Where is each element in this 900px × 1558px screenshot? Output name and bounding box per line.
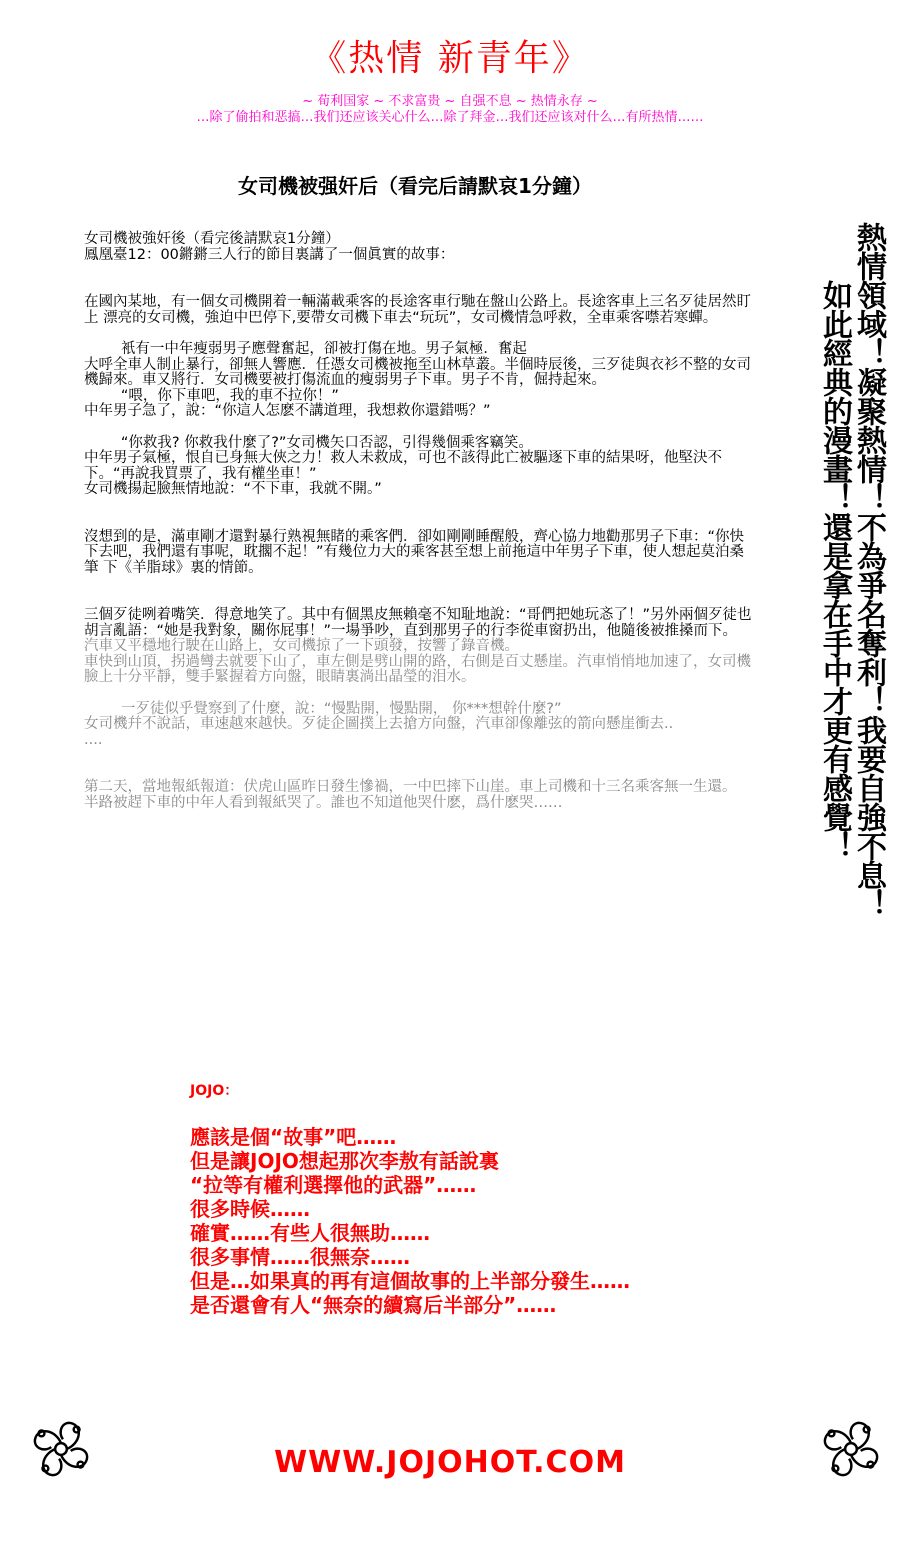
article-paragraph: 衹有一中年瘦弱男子應聲奮起，卻被打傷在地。男子氣極．奮起 [84,341,527,357]
site-url-link[interactable]: WWW.JOJOHOT.COM [274,1445,626,1480]
article-paragraph: 車快到山頂，拐過彎去就要下山了，車左側是劈山開的路，右側是百丈懸崖。汽車悄悄地加速了，女司機臉上十分平靜，雙手緊握着方向盤，眼睛裏淌出晶瑩的泪水。 [84,653,751,685]
slogan-line-1: ~ 荀利国家 ~ 不求富贵 ~ 自强不息 ~ 热情永存 ~ [302,94,598,109]
comment-line: “拉等有權利選擇他的武器”…… [190,1173,477,1197]
article-paragraph: 女司機幷不說話，車速越來越快。歹徒企圖撲上去搶方向盤，汽車卻像離弦的箭向懸崖衝去.. [84,716,674,732]
comment-line: 很多時候…… [190,1197,310,1221]
article-paragraph: 第二天，當地報紙報道：伏虎山區昨日發生慘禍，一中巴摔下山崖。車上司機和十三名乘客無一生還。 [84,779,737,795]
article-paragraph: 沒想到的是，滿車剛才還對暴行熟視無睹的乘客們．卻如剛剛睡醒般，齊心協力地勸那男子下車：“你快下去吧，我們還有事呢，耽擱不起！”有幾位力大的乘客甚至想上前拖這中年男子下車，使人想起莫泊桑筆 下《羊脂球》裏的情節。 [84,528,745,576]
article-paragraph: 三個歹徒咧着嘴笑．得意地笑了。其中有個黑皮無賴毫不知耻地說：“哥們把她玩忞了！”另外兩個歹徒也胡言亂語：“她是我對象，關你屁事！”一場爭吵，直到那男子的行李從車窗扔出，他隨後被推搡而下。 [84,607,752,639]
comment-line: 但是讓JOJO想起那次李敖有話說裏 [190,1149,499,1173]
article-paragraph: “喂，你下車吧，我的車不拉你！” [84,387,339,404]
comment-line: 是否還會有人“無奈的續寫后半部分”…… [190,1293,557,1317]
paragraph-spacer [84,420,754,436]
vertical-slogan-column-2: 如此經典的漫畫！還是拿在手中才更有感覺！ [817,280,852,860]
ornament-icon-right [812,1410,890,1488]
paragraph-spacer [84,576,754,608]
site-title: 《热情 新青年》 [310,38,590,79]
page-heading: 女司機被强奸后（看完后請默哀1分鐘） [238,174,592,198]
article-paragraph: 大呼全車人制止暴行，卻無人響應．任憑女司機被拖至山林草叢。半個時辰後，三歹徒與衣衫不整的女司機歸來。車又將行．女司機要被打傷流血的瘦弱男子下車。男子不肯，倔持起來。 [84,356,751,388]
paragraph-spacer [84,748,754,780]
article-paragraph: 鳳凰臺12：00鏘鏘三人行的節目裏講了一個眞實的故事： [84,246,455,263]
slogan-line-2: …除了偷拍和恶搞…我们还应该关心什么…除了拜金…我们还应该对什么…有所热情…… [196,110,704,125]
article-paragraph: 半路被趕下車的中年人看到報紙哭了。誰也不知道他哭什麽，爲什麽哭…… [84,794,563,811]
comment-label: JOJO： [190,1083,239,1099]
article-paragraph: .... [84,731,103,748]
vertical-slogan-column-1: 熱情領域！凝聚熱情！不為爭名奪利！我要自強不息！ [851,222,886,918]
paragraph-spacer [84,263,754,295]
article-paragraph: 一歹徒似乎覺察到了什麼，說：“慢點開，慢點開， 你***想幹什麼?” [84,700,562,717]
comment-line: 確實……有些人很無助…… [190,1221,430,1245]
vertical-slogan [818,222,884,918]
paragraph-spacer [84,326,754,342]
comment-block [190,1125,630,1317]
comment-line: 但是…如果真的再有這個故事的上半部分發生…… [190,1269,630,1293]
paragraph-spacer [84,498,754,530]
article-paragraph: 汽車又平穩地行駛在山路上，女司機掠了一下頭發，按響了錄音機。 [84,638,519,654]
article-paragraph: 女司機被強奸後（看完後請默哀1分鐘） [84,231,340,247]
article-paragraph: 在國內某地，有一個女司機開着一輛滿載乘客的長途客車行馳在盤山公路上。長途客車上三名歹徒居然盯上 漂亮的女司機，強迫中巴停下,要帶女司機下車去“玩玩”，女司機情急呼救，全車乘客噤若寒蟬。 [84,294,751,326]
article-body [84,232,754,811]
article-paragraph: 中年男子氣極，恨自已身無大俠之力！救人未救成，可也不該得此亡被驅逐下車的結果呀，他堅決不下。“再說我買票了，我有權坐車！” [84,450,722,482]
comment-line: 應該是個“故事”吧…… [190,1125,397,1149]
article-paragraph: 女司機揚起臉無情地說：“不下車，我就不開。” [84,481,382,497]
comment-line: 很多事情……很無奈…… [190,1245,410,1269]
paragraph-spacer [84,686,754,702]
article-paragraph: 中年男子急了，說：“你這人怎麽不講道理，我想救你還錯嗎？” [84,403,491,419]
article-paragraph: “你救我? 你救我什麼了?”女司機矢口否認，引得幾個乘客竊笑。 [84,434,533,451]
